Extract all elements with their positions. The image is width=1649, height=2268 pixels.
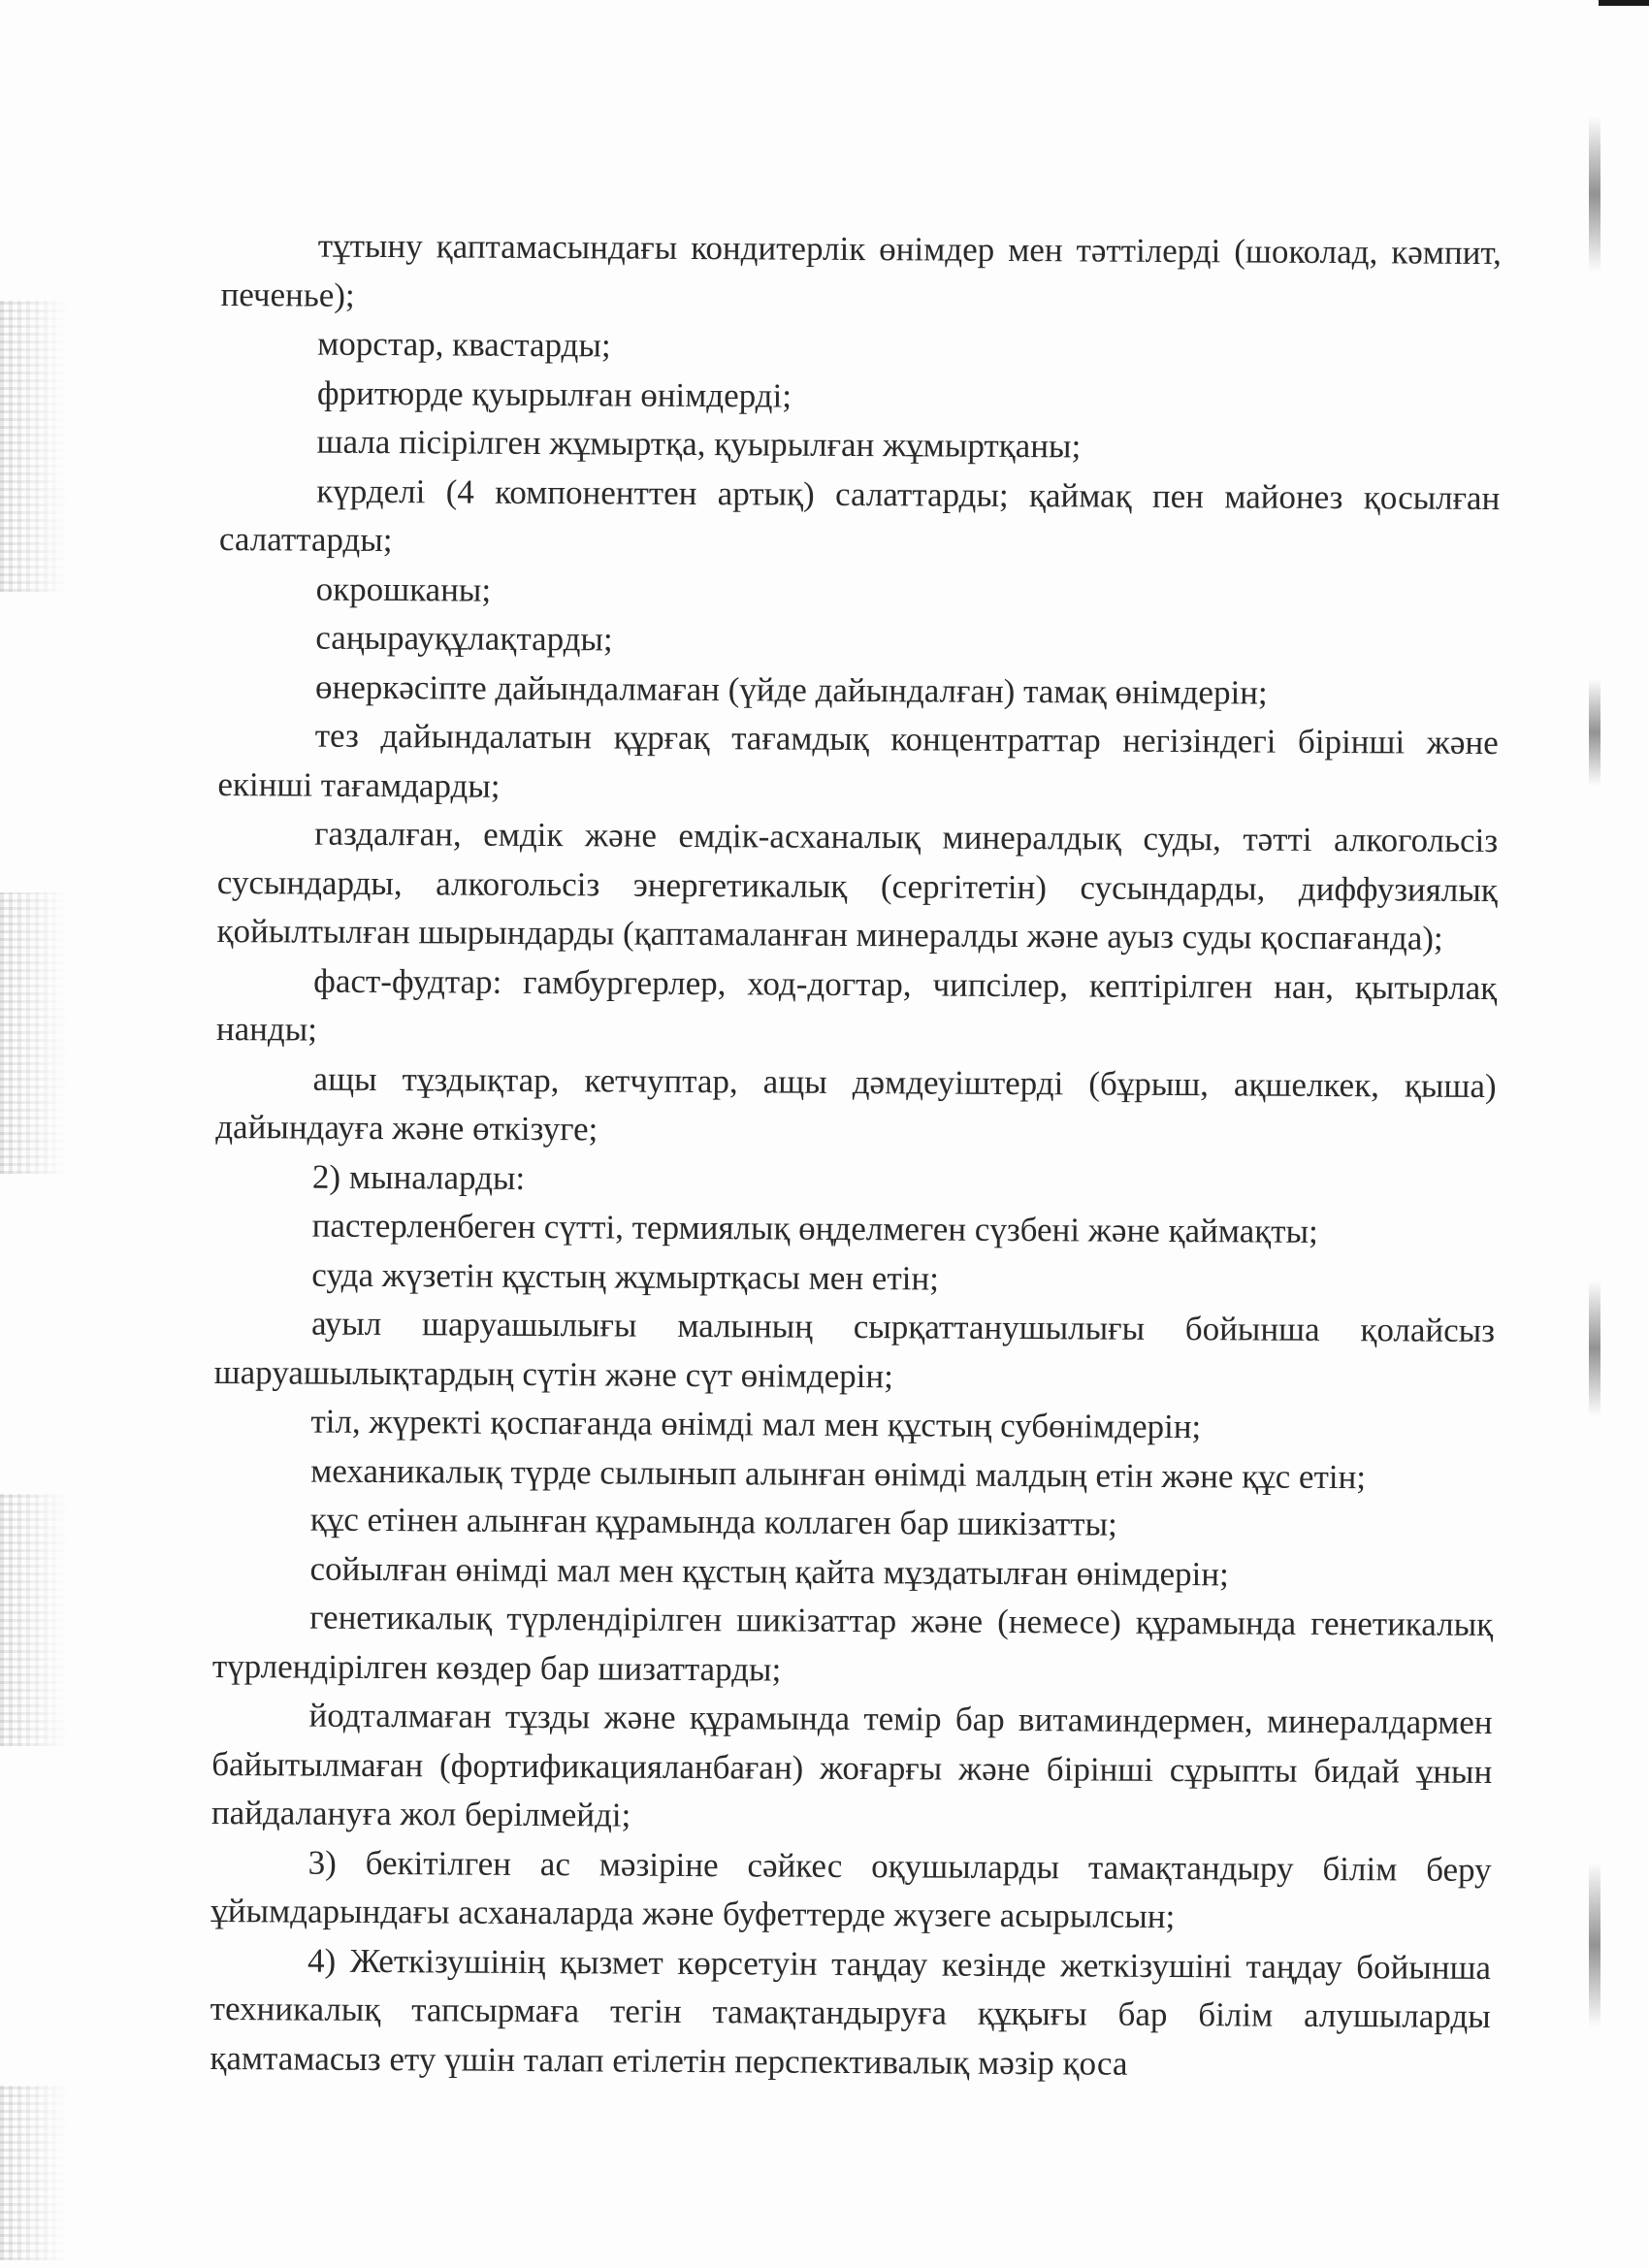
paragraph: саңырауқұлақтарды;	[315, 618, 613, 659]
paragraph: окрошканы;	[315, 569, 492, 609]
paragraph: йодталмаған тұзды және құрамында темір бар витаминдермен, минералдармен байытылмаған (фортификацияланбаған) жоғарғы және бірінші сұрыпты бидай ұнын пайдалануға жол берілмейді;	[210, 1696, 1493, 1834]
paragraph: шала пісірілген жұмыртқа, қуырылған жұмыртқаны;	[316, 422, 1082, 466]
paragraph: механикалық түрде сылынып алынған өнімді малдың етін және құс етін;	[310, 1451, 1367, 1496]
scan-edge-shadow	[0, 301, 68, 592]
paragraph: ащы тұздықтар, кетчуптар, ащы дәмдеуіштерді (бұрыш, ақшелкек, қыша) дайындауға және өткізуге;	[215, 1059, 1497, 1149]
paragraph: күрделі (4 компоненттен артық) салаттарды; қаймақ пен майонез қосылған салаттарды;	[218, 471, 1501, 560]
paragraph: 3) бекітілген ас мәзіріне сәйкес оқушыларды тамақтандыру білім беру ұйымдарындағы асханаларда және буфеттерде жүзеге асырылсын;	[210, 1843, 1492, 1936]
scan-streak	[1589, 1280, 1600, 1416]
paragraph: тұтыну қаптамасындағы кондитерлік өнімдер мен тәттілерді (шоколад, кәмпит, печенье);	[220, 226, 1502, 314]
scan-streak	[1589, 116, 1600, 272]
scan-edge-shadow	[0, 892, 68, 1174]
paragraph: суда жүзетін құстың жұмыртқасы мен етін;	[311, 1255, 940, 1298]
paragraph: тез дайындалатын құрғақ тағамдық концентраттар негізіндегі бірінші және екінші тағамдарды;	[217, 716, 1499, 805]
scan-edge-shadow	[0, 2086, 68, 2260]
paragraph: морстар, квастарды;	[317, 324, 611, 365]
paragraph: фритюрде қуырылған өнімдерді;	[316, 373, 792, 415]
paragraph: 2) мыналарды:	[311, 1157, 526, 1197]
document-body	[210, 221, 1502, 2090]
paragraph: генетикалық түрлендірілген шикізаттар және (немесе) құрамында генетикалық түрлендірілген көздер бар шизаттарды;	[211, 1598, 1494, 1689]
scan-corner-mark	[1599, 0, 1649, 6]
paragraph: газдалған, емдік және емдік-асханалық минералдық суды, тәтті алкогольсіз сусындарды, алкогольсіз энергетикалық (сергітетін) сусындарды, диффузиялық қойылтылған шырындарды (қаптамаланған минералды және ауыз суды қоспағанда);	[216, 814, 1499, 957]
paragraph: өнеркәсіпте дайындалмаған (үйде дайындалған) тамақ өнімдерін;	[314, 667, 1268, 712]
paragraph: пастерленбеген сүтті, термиялық өңделмеген сүзбені және қаймақты;	[311, 1206, 1318, 1250]
paragraph: сойылған өнімді мал мен құстың қайта мұздатылған өнімдерін;	[309, 1549, 1229, 1593]
paragraph: құс етінен алынған құрамында коллаген бар шикізатты;	[309, 1500, 1117, 1543]
paragraph: фаст-фудтар: гамбургерлер, ход-догтар, чипсілер, кептірілген нан, қытырлақ нанды;	[215, 961, 1498, 1049]
paragraph: 4) Жеткізушінің қызмет көрсетуін таңдау кезінде жеткізушіні таңдау бойынша техникалық тапсырмаға тегін тамақтандыруға құқығы бар білім алушыларды қамтамасыз ету үшін талап етілетін перспективалық мәзір қоса	[210, 1941, 1492, 2083]
scan-edge-shadow	[0, 1494, 68, 1746]
paragraph: тіл, жүректі қоспағанда өнімді мал мен құстың субөнімдерін;	[310, 1402, 1202, 1446]
scan-streak	[1589, 679, 1600, 786]
paragraph: ауыл шаруашылығы малының сырқаттанушылығы бойынша қолайсыз шаруашылықтардың сүтін және сүт өнімдерін;	[213, 1304, 1496, 1395]
scan-streak	[1589, 1863, 1600, 2027]
